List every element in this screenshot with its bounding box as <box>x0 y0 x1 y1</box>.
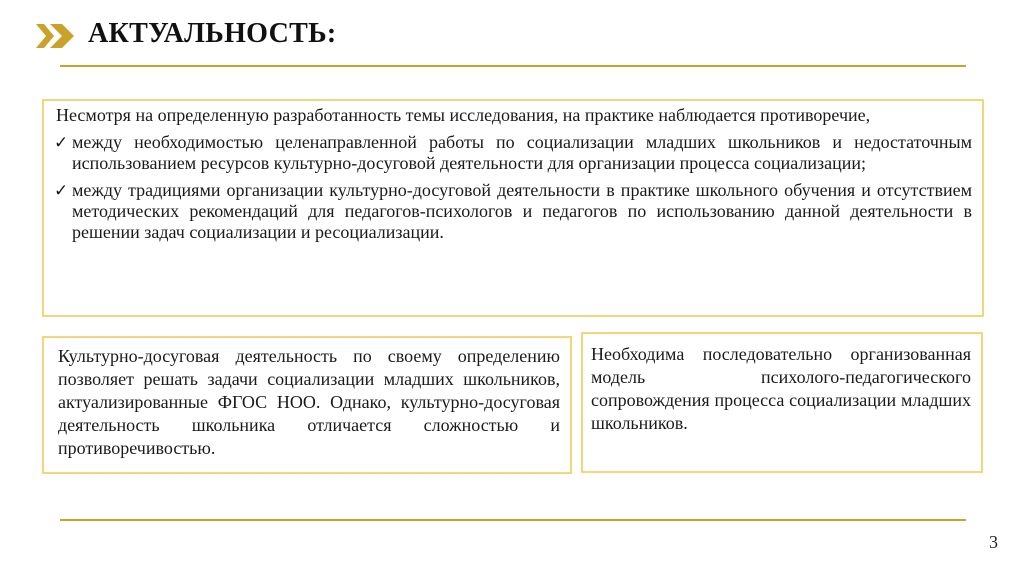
cultural-activity-box <box>42 336 572 474</box>
check-icon: ✓ <box>54 133 69 152</box>
page-number: 3 <box>989 532 998 552</box>
cultural-activity-text: Культурно-досуговая деятельность по своему определению позволяет решать задачи социализации младших школьников, актуализированные ФГОС НОО. Однако, культурно-досуговая деятельность школьника отличается сложностью и противоречивостью. <box>58 346 560 458</box>
list-item <box>56 180 972 243</box>
intro-text: Несмотря на определенную разработанность темы исследования, на практике наблюдается противоречие, <box>56 105 871 125</box>
model-needed-box <box>581 332 983 473</box>
double-chevron-icon <box>36 24 76 48</box>
slide-title: АКТУАЛЬНОСТЬ: <box>88 18 337 49</box>
check-icon: ✓ <box>54 181 69 200</box>
model-needed-text: Необходима последовательно организованная модель психолого-педагогического сопровождения процесса социализации младших школьников. <box>591 344 971 433</box>
bottom-divider <box>60 519 966 521</box>
bullet-text: между необходимостью целенаправленной работы по социализации младших школьников и недостаточным использованием ресурсов культурно-досуговой деятельности для организации процесса социализации; <box>72 132 972 173</box>
bullet-text: между традициями организации культурно-досуговой деятельности в практике школьного обучения и отсутствием методических рекомендаций для педагогов-психологов и педагогов по использованию данной деятельности в решении задач социализации и ресоциализации. <box>72 180 972 242</box>
top-divider <box>60 65 966 67</box>
list-item <box>56 132 972 174</box>
contradiction-box <box>42 99 984 317</box>
